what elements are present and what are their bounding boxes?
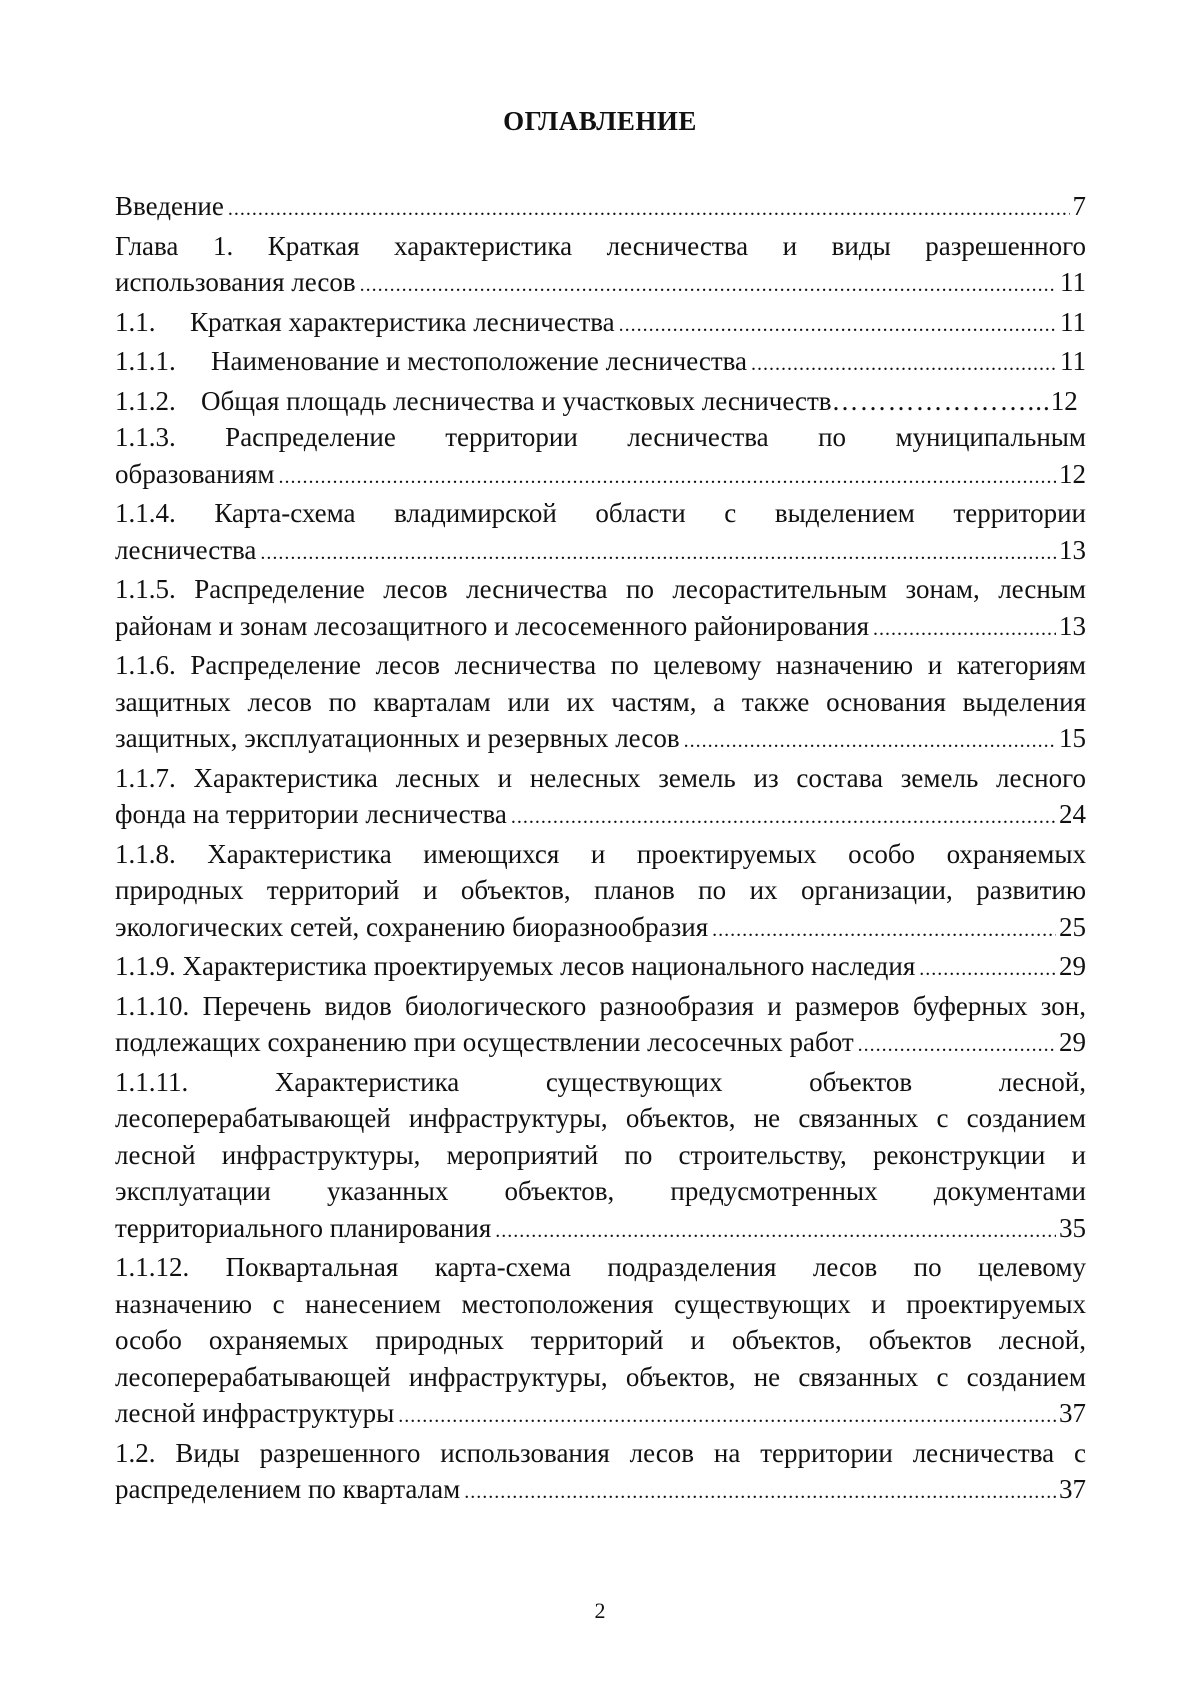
toc-entry-1-1[interactable] — [115, 304, 1086, 344]
toc-line — [115, 1024, 1086, 1064]
toc-line — [115, 343, 1086, 383]
toc-entry-title: Краткая характеристика лесничества — [190, 306, 615, 337]
toc-entry-1-1-1[interactable] — [115, 343, 1086, 383]
toc-line: 1.1.10. Перечень видов биологического разнообразия и размеров буферных зон, — [115, 990, 1086, 1021]
dot-leader — [684, 723, 1056, 760]
toc-entry-title: экологических сетей, сохранению биоразнообразия — [115, 911, 709, 942]
dot-leader — [873, 611, 1056, 648]
toc-entry-title: лесничества — [115, 534, 257, 565]
toc-line: 1.1.11. Характеристика существующих объектов лесной, — [115, 1066, 1086, 1097]
toc-line: Глава 1. Краткая характеристика лесничества и виды разрешенного — [115, 230, 1086, 261]
toc-page-number: 24 — [1059, 799, 1086, 829]
toc-page-number: 11 — [1060, 267, 1086, 297]
section-number: 1.1.1. — [115, 346, 176, 376]
toc-line: защитных лесов по кварталам или их частям, а также основания выделения — [115, 686, 1086, 717]
toc-page-number: 12 — [1059, 458, 1086, 489]
section-number: 1.1.2. — [115, 385, 176, 416]
toc-entry-title: Наименование и местоположение лесничества — [211, 346, 748, 376]
toc-entry-title: защитных, эксплуатационных и резервных лесов — [115, 723, 680, 753]
dot-leader — [511, 799, 1056, 836]
toc-entry-title: территориального планирования — [115, 1212, 492, 1243]
toc-line: лесной инфраструктуры, мероприятий по строительству, реконструкции и — [115, 1139, 1086, 1170]
toc-line: особо охраняемых природных территорий и объектов, объектов лесной, — [115, 1325, 1086, 1355]
toc-line — [115, 264, 1086, 304]
toc-page-number: 13 — [1059, 610, 1086, 641]
toc-entry-title: Общая площадь лесничества и участковых лесничеств — [201, 385, 832, 416]
page-title: ОГЛАВЛЕНИЕ — [503, 106, 697, 136]
page-number: 2 — [594, 1598, 606, 1623]
toc-page-number: 29 — [1059, 1027, 1086, 1057]
toc-line — [115, 948, 1086, 988]
toc-line — [115, 1395, 1086, 1435]
dot-leader — [260, 535, 1056, 572]
dot-leader — [858, 1027, 1056, 1064]
section-number: 1.1. — [115, 306, 156, 337]
dot-leader — [279, 459, 1056, 496]
toc-line: 1.1.7. Характеристика лесных и нелесных земель из состава земель лесного — [115, 762, 1086, 793]
toc-entry-1-1-2[interactable] — [115, 383, 1086, 420]
toc-page-number: 11 — [1060, 346, 1086, 376]
toc-line — [115, 796, 1086, 836]
toc-line: эксплуатации указанных объектов, предусмотренных документами — [115, 1176, 1086, 1206]
toc-entry-1-1-7[interactable] — [115, 760, 1086, 836]
toc-page-number: 35 — [1059, 1212, 1086, 1243]
dot-leader — [228, 191, 1070, 228]
toc-entry-1-1-4[interactable] — [115, 495, 1086, 571]
toc-entry-title: подлежащих сохранению при осуществлении лесосечных работ — [115, 1027, 854, 1057]
toc-page-number: 15 — [1059, 723, 1086, 753]
dot-leader — [712, 912, 1056, 949]
toc-line: лесоперерабатывающей инфраструктуры, объектов, не связанных с созданием — [115, 1361, 1086, 1392]
dot-leader — [619, 307, 1057, 344]
toc-line — [115, 456, 1086, 496]
toc-line: 1.1.4. Карта-схема владимирской области с выделением территории — [115, 498, 1086, 528]
toc-entry-1-1-11[interactable] — [115, 1064, 1086, 1250]
toc-entry-title: образованиям — [115, 458, 275, 489]
toc-page-number: 13 — [1059, 534, 1086, 565]
toc-entry-title: Введение — [115, 191, 224, 221]
toc-entry-1-1-9[interactable] — [115, 948, 1086, 988]
toc-page-number: 7 — [1072, 191, 1086, 221]
toc-line — [115, 1471, 1086, 1511]
dot-leader — [464, 1474, 1056, 1511]
toc-line — [115, 304, 1086, 344]
toc-line — [115, 909, 1086, 949]
toc-entry-title: районам и зонам лесозащитного и лесосеменного районирования — [115, 610, 870, 641]
toc-line — [115, 1210, 1086, 1250]
toc-line: лесоперерабатывающей инфраструктуры, объектов, не связанных с созданием — [115, 1103, 1086, 1133]
toc-page-number: 37 — [1059, 1398, 1086, 1428]
toc-page-number: 29 — [1059, 951, 1086, 981]
toc-entry-1-1-10[interactable] — [115, 988, 1086, 1064]
toc-line — [115, 188, 1086, 228]
toc-entry-title: фонда на территории лесничества — [115, 799, 507, 829]
toc-entry-title: использования лесов — [115, 267, 356, 297]
toc-line: 1.2. Виды разрешенного использования лесов на территории лесничества с — [115, 1437, 1086, 1468]
toc-page-number: 12 — [1050, 385, 1078, 416]
dot-leader — [751, 346, 1057, 383]
toc-entry-1-1-12[interactable] — [115, 1249, 1086, 1435]
table-of-contents — [115, 188, 1086, 1511]
dot-leader — [398, 1398, 1056, 1435]
toc-line — [115, 720, 1086, 760]
toc-page-number: 11 — [1060, 306, 1086, 337]
toc-line: 1.1.6. Распределение лесов лесничества по целевому назначению и категориям — [115, 650, 1086, 680]
toc-entry-introduction[interactable] — [115, 188, 1086, 228]
toc-page-number: 25 — [1059, 911, 1086, 942]
dot-leader — [919, 951, 1056, 988]
toc-line — [115, 532, 1086, 572]
toc-line — [115, 383, 1086, 420]
toc-line: 1.1.5. Распределение лесов лесничества по лесорастительным зонам, лесным — [115, 574, 1086, 604]
toc-entry-1-1-6[interactable] — [115, 647, 1086, 760]
toc-entry-title: распределением по кварталам — [115, 1474, 461, 1504]
toc-line: 1.1.3. Распределение территории лесничества по муниципальным — [115, 422, 1086, 452]
toc-entry-1-1-8[interactable] — [115, 836, 1086, 949]
dot-leader — [495, 1213, 1056, 1250]
toc-entry-1-1-3[interactable] — [115, 419, 1086, 495]
toc-line: 1.1.12. Поквартальная карта-схема подразделения лесов по целевому — [115, 1252, 1086, 1282]
dot-leader — [360, 267, 1057, 304]
toc-entry-title: 1.1.9. Характеристика проектируемых лесов национального наследия — [115, 951, 916, 981]
toc-entry-1-1-5[interactable] — [115, 571, 1086, 647]
toc-entry-title: лесной инфраструктуры — [115, 1398, 395, 1428]
toc-line: 1.1.8. Характеристика имеющихся и проектируемых особо охраняемых — [115, 838, 1086, 869]
toc-line: природных территорий и объектов, планов по их организации, развитию — [115, 875, 1086, 905]
toc-entry-chapter-1[interactable] — [115, 228, 1086, 304]
dot-leader: …………………... — [831, 385, 1051, 416]
toc-line — [115, 608, 1086, 648]
toc-entry-1-2[interactable] — [115, 1435, 1086, 1511]
toc-page-number: 37 — [1059, 1474, 1086, 1504]
toc-line: назначению с нанесением местоположения существующих и проектируемых — [115, 1288, 1086, 1319]
